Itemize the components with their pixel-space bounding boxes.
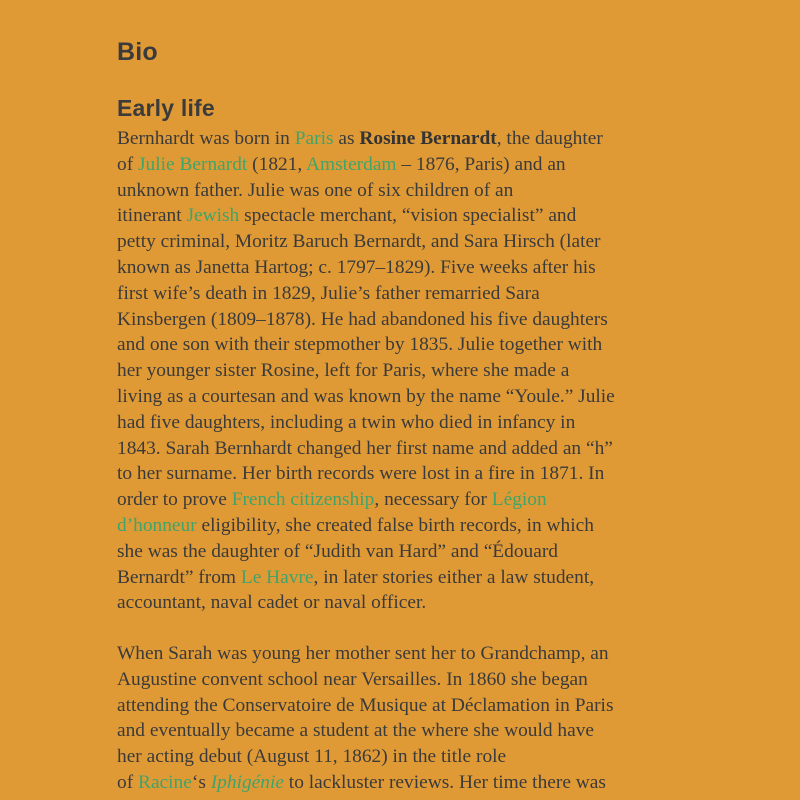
text-run: first wife’s death in 1829, Julie’s father remarried Sara (117, 282, 540, 304)
text-run: order to prove (117, 489, 232, 511)
text-line (117, 384, 615, 410)
text-run: her younger sister Rosine, left for Paris, where she made a (117, 360, 570, 382)
text-run: (1821, (247, 153, 307, 175)
text-run: – 1876, Paris) and an (396, 153, 566, 175)
text-line (117, 770, 614, 796)
text-line (117, 255, 615, 281)
text-run: unknown father. Julie was one of six children of an (117, 179, 514, 201)
text-run: , in later stories either a law student, (313, 566, 595, 588)
text-line (117, 436, 615, 462)
text-run: as (333, 128, 360, 149)
text-line (117, 203, 615, 229)
text-line (117, 358, 615, 384)
text-run: itinerant (117, 205, 187, 227)
text-line (117, 307, 615, 333)
text-run: ‘s (191, 771, 211, 793)
text-run: known as Janetta Hartog; c. 1797–1829). Five weeks after his (117, 256, 596, 278)
text-run: spectacle merchant, “vision specialist” and (239, 205, 577, 227)
text-run: When Sarah was young her mother sent her to Grandchamp, an (117, 643, 609, 664)
text-line (117, 152, 615, 178)
text-run: , necessary for (374, 489, 492, 511)
text-run: eligibility, she created false birth records, in which (196, 514, 594, 536)
text-line (117, 565, 615, 591)
text-line (117, 667, 614, 693)
text-run: living as a courtesan and was known by the name “Youle.” Julie (117, 385, 615, 407)
link-iphigenie[interactable]: Iphigénie (210, 771, 284, 793)
text-run: petty criminal, Moritz Baruch Bernardt, and Sara Hirsch (later (117, 231, 601, 253)
text-line (117, 744, 614, 770)
text-run: 1843. Sarah Bernhardt changed her first name and added an “h” (117, 437, 613, 459)
link-paris[interactable]: Paris (294, 128, 334, 149)
text-run: and one son with their stepmother by 1835. Julie together with (117, 334, 603, 356)
bold-name: Rosine Bernardt (359, 128, 497, 149)
section-heading-early-life: Early life (117, 95, 215, 121)
text-line (117, 178, 615, 204)
text-line (117, 332, 615, 358)
text-run: accountant, naval cadet or naval officer. (117, 592, 427, 614)
text-line (117, 641, 614, 667)
text-run: Bernardt” from (117, 566, 241, 588)
link-legion-dhonneur[interactable]: Légion (491, 489, 547, 511)
text-run: her acting debut (August 11, 1862) in the title role (117, 746, 507, 768)
text-line (117, 487, 615, 513)
link-julie-bernardt[interactable]: Julie Bernardt (138, 153, 248, 175)
text-run: to lackluster reviews. Her time there was (283, 771, 606, 793)
link-racine[interactable]: Racine (138, 771, 192, 793)
text-run: Kinsbergen (1809–1878). He had abandoned his five daughters (117, 308, 608, 330)
link-jewish[interactable]: Jewish (186, 205, 240, 227)
text-run: , the daughter (496, 128, 603, 149)
text-run: to her surname. Her birth records were lost in a fire in 1871. In (117, 463, 605, 485)
text-line (117, 590, 615, 616)
page-title: Bio (117, 38, 158, 66)
paragraph-early-life (117, 126, 615, 616)
link-french-citizenship[interactable]: French citizenship (231, 489, 375, 511)
text-line (117, 126, 615, 152)
text-run: of (117, 153, 139, 175)
text-line (117, 410, 615, 436)
text-run: Augustine convent school near Versailles. In 1860 she began (117, 668, 588, 690)
link-le-havre[interactable]: Le Havre (240, 566, 314, 588)
text-run: had five daughters, including a twin who died in infancy in (117, 411, 576, 433)
text-line (117, 718, 614, 744)
link-amsterdam[interactable]: Amsterdam (306, 153, 397, 175)
text-run: and eventually became a student at the where she would have (117, 720, 595, 742)
text-run: Bernhardt was born in (117, 128, 295, 149)
text-line (117, 693, 614, 719)
text-line (117, 281, 615, 307)
text-line (117, 513, 615, 539)
link-legion-dhonneur-2[interactable]: d’honneur (117, 514, 197, 536)
text-run: of (117, 771, 139, 793)
paragraph-convent-school (117, 641, 614, 796)
text-line (117, 461, 615, 487)
text-run: she was the daughter of “Judith van Hard” and “Édouard (117, 540, 558, 562)
text-line (117, 539, 615, 565)
text-line (117, 229, 615, 255)
text-run: attending the Conservatoire de Musique at Déclamation in Paris (117, 694, 614, 716)
